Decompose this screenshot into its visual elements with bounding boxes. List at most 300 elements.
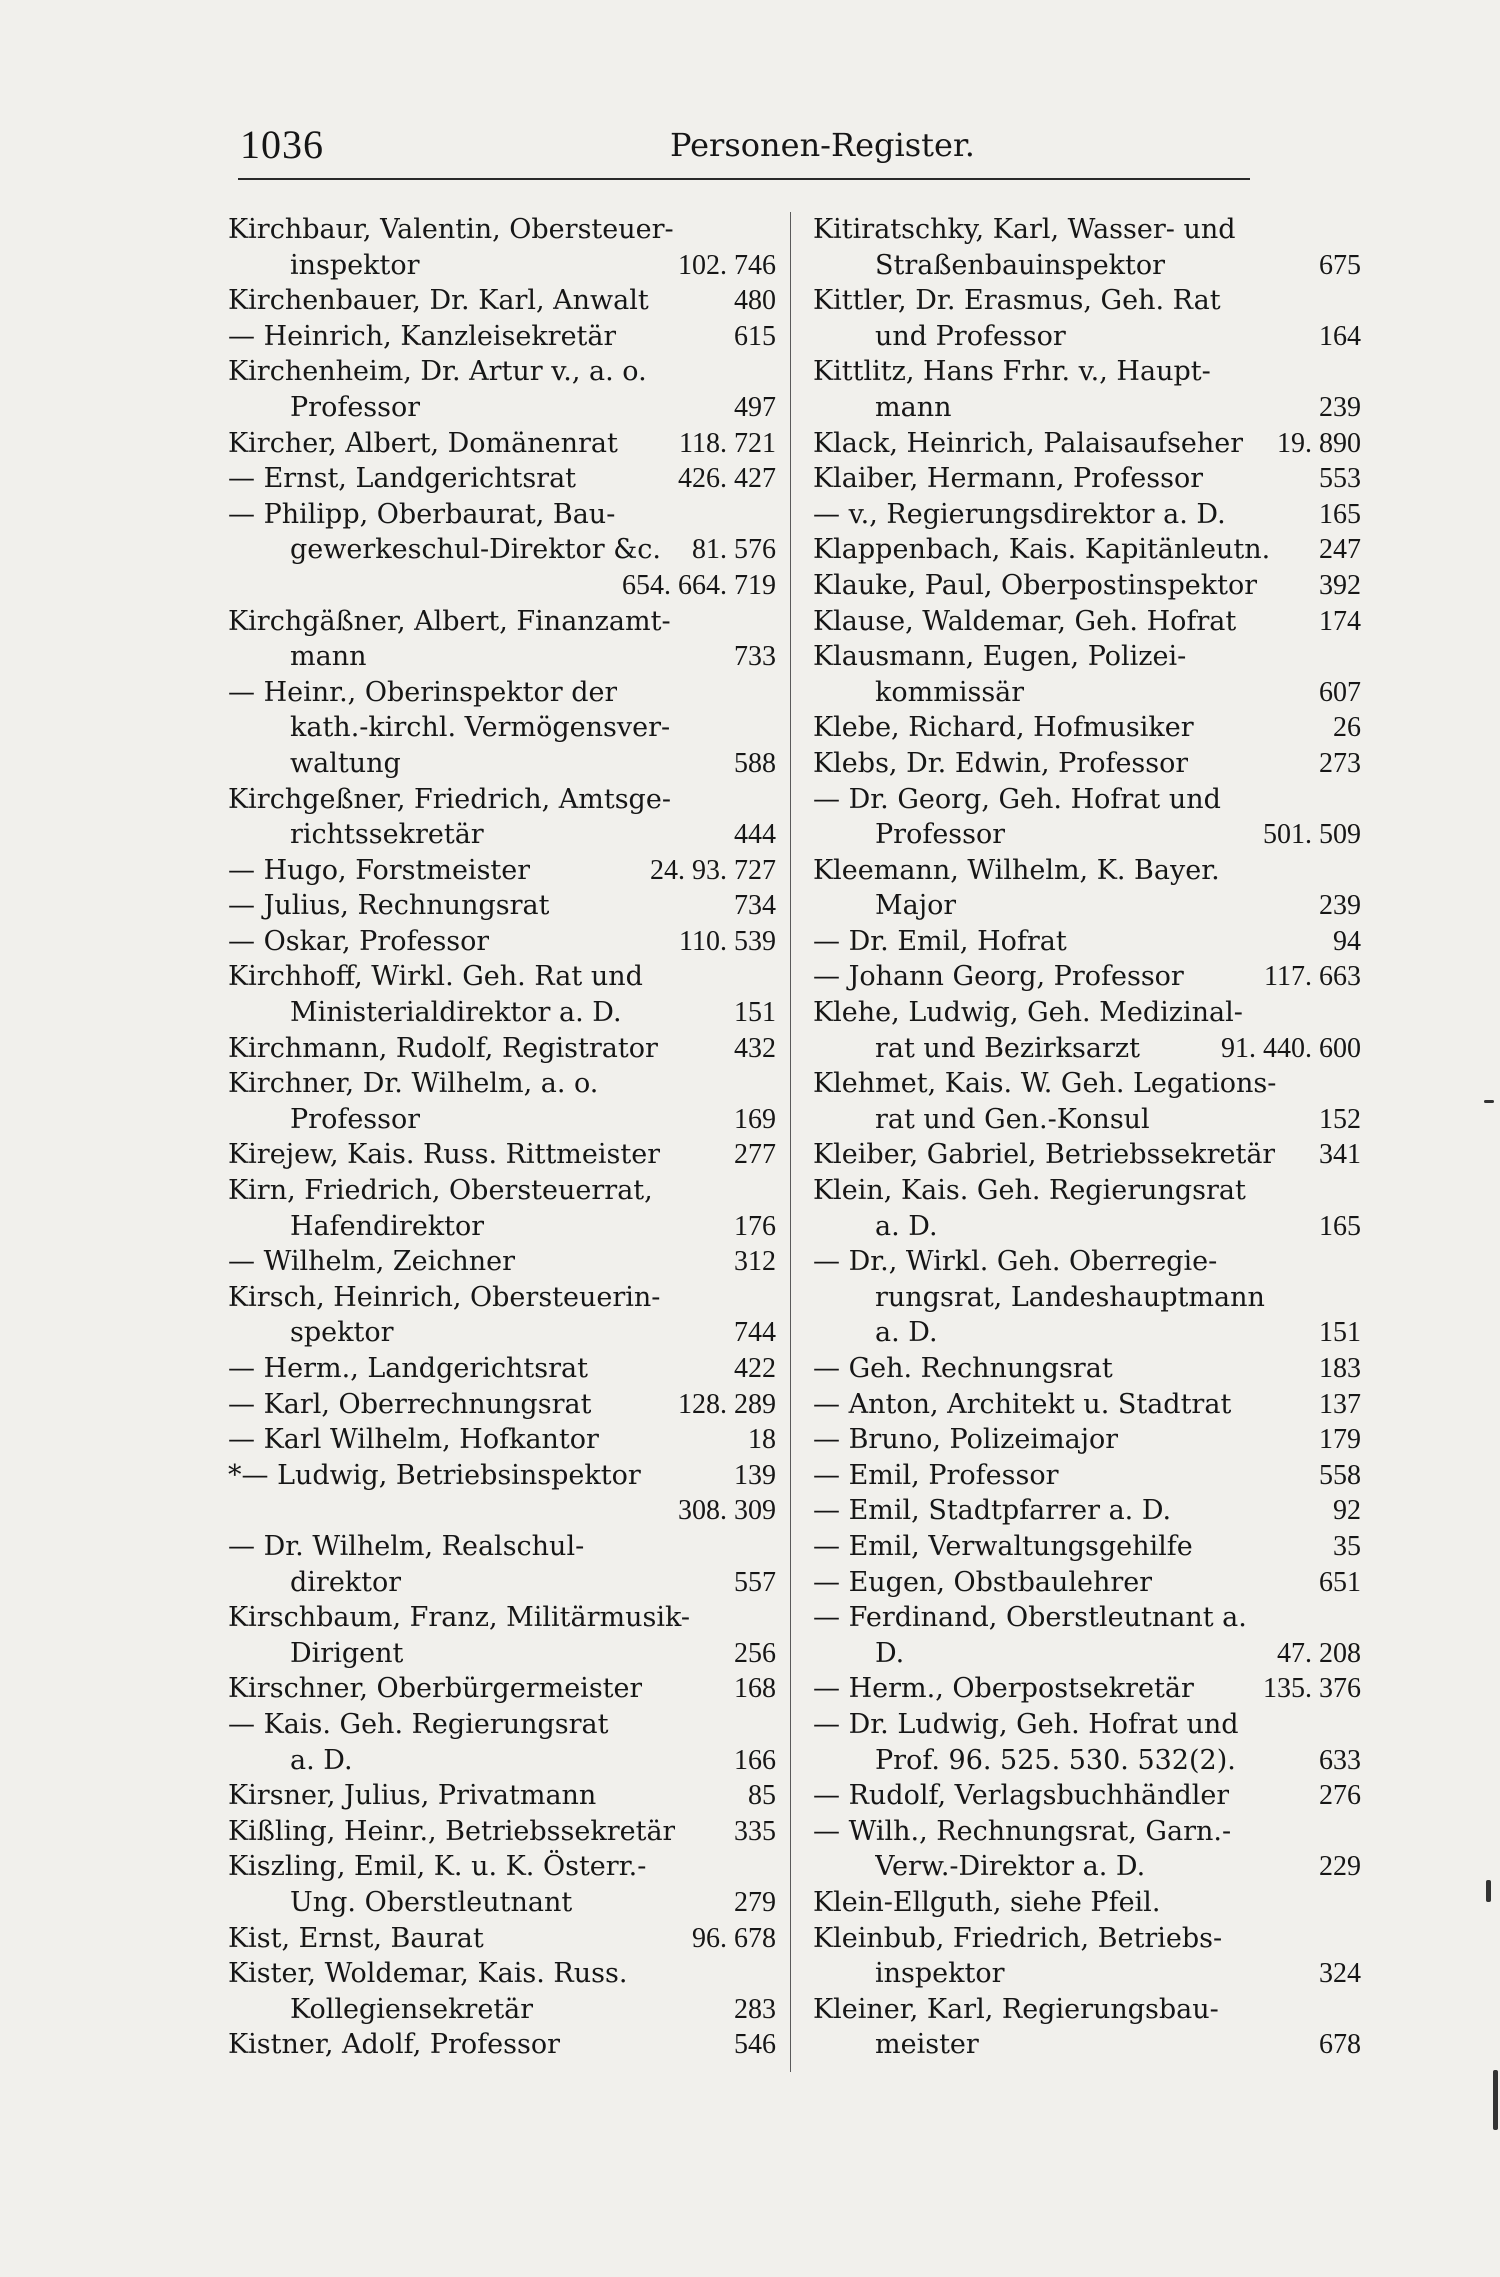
- entry-text: — Karl Wilhelm, Hofkantor: [228, 1424, 599, 1456]
- entry-text: Verw.-Direktor a. D.: [875, 1851, 1146, 1883]
- index-entry: [813, 426, 1361, 462]
- entry-text: D.: [875, 1637, 905, 1669]
- index-entry: [813, 1137, 1361, 1173]
- entry-text: — Dr. Ludwig, Geh. Hofrat und: [813, 1708, 1239, 1740]
- entry-page-refs: 432: [734, 1032, 776, 1064]
- entry-line: [228, 1671, 776, 1707]
- entry-text: Kleiber, Gabriel, Betriebssekretär: [813, 1139, 1276, 1171]
- index-entry: [813, 354, 1361, 425]
- index-entry: [813, 1458, 1361, 1494]
- entry-continuation-line: [813, 888, 1361, 924]
- entry-page-refs: 85: [748, 1780, 776, 1812]
- entry-text: inspektor: [875, 1958, 1005, 1990]
- entry-line: [813, 924, 1361, 960]
- entry-text: Kirchgäßner, Albert, Finanzamt-: [228, 605, 671, 637]
- entry-continuation-line: [228, 1493, 776, 1529]
- entry-line: [228, 1031, 776, 1067]
- entry-text: — Oskar, Professor: [228, 925, 490, 957]
- index-entry: [813, 924, 1361, 960]
- entry-line: [228, 1600, 776, 1636]
- entry-text: Kirchbaur, Valentin, Obersteuer-: [228, 214, 674, 245]
- index-entry: [813, 532, 1361, 568]
- index-entry: [813, 746, 1361, 782]
- entry-page-refs: 91. 440. 600: [1221, 1032, 1361, 1064]
- entry-text: Hafendirektor: [290, 1210, 485, 1242]
- index-entry: [813, 1814, 1361, 1885]
- entry-line: [228, 675, 776, 711]
- entry-page-refs: 152: [1319, 1103, 1361, 1135]
- entry-line: [228, 1422, 776, 1458]
- entry-text: Dirigent: [290, 1637, 404, 1669]
- entry-text: — Eugen, Obstbaulehrer: [813, 1566, 1153, 1598]
- entry-line: [228, 319, 776, 355]
- entry-continuation-line: [813, 817, 1361, 853]
- entry-page-refs: 276: [1319, 1780, 1361, 1812]
- entry-line: [228, 1529, 776, 1565]
- entry-line: [813, 1244, 1361, 1280]
- entry-continuation-line: [813, 1315, 1361, 1351]
- entry-continuation-line: [228, 390, 776, 426]
- index-entry: [228, 319, 776, 355]
- entry-line: [813, 1422, 1361, 1458]
- index-entry: [813, 604, 1361, 640]
- entry-page-refs: 546: [734, 2029, 776, 2061]
- index-entry: [228, 354, 776, 425]
- entry-line: [228, 1956, 776, 1992]
- entry-page-refs: 164: [1319, 320, 1361, 352]
- index-entry: [813, 1529, 1361, 1565]
- entry-page-refs: 176: [734, 1210, 776, 1242]
- entry-text: — Kais. Geh. Regierungsrat: [228, 1708, 609, 1740]
- entry-text: — Heinr., Oberinspektor der: [228, 676, 618, 708]
- index-entry: [228, 1137, 776, 1173]
- page-title: Personen-Register.: [670, 126, 975, 164]
- entry-line: [813, 1600, 1361, 1636]
- entry-text: spektor: [290, 1317, 394, 1349]
- entry-page-refs: 615: [734, 320, 776, 352]
- entry-line: [813, 1671, 1361, 1707]
- index-entry: [228, 888, 776, 924]
- index-entry: [813, 212, 1361, 283]
- entry-page-refs: 422: [734, 1353, 776, 1384]
- index-entry: [813, 1921, 1361, 1992]
- entry-continuation-line: [228, 639, 776, 675]
- index-entry: [228, 1671, 776, 1707]
- entry-page-refs: 183: [1319, 1353, 1361, 1384]
- entry-page-refs: 335: [734, 1815, 776, 1847]
- index-entry: [228, 461, 776, 497]
- entry-line: [813, 497, 1361, 533]
- index-entry: [228, 1173, 776, 1244]
- entry-continuation-line: [228, 746, 776, 782]
- entry-continuation-line: [228, 1636, 776, 1672]
- entry-continuation-line: [813, 1956, 1361, 1992]
- entry-text: Kirschner, Oberbürgermeister: [228, 1673, 643, 1705]
- index-entry: [813, 1422, 1361, 1458]
- index-entry: [813, 497, 1361, 533]
- index-entry: [813, 639, 1361, 710]
- index-entry: [228, 2027, 776, 2063]
- entry-text: Straßenbauinspektor: [875, 249, 1166, 281]
- entry-line: [813, 853, 1361, 889]
- entry-text: Professor: [290, 1103, 421, 1135]
- index-entry: [813, 1600, 1361, 1671]
- index-entry: [228, 1458, 776, 1529]
- entry-page-refs: 501. 509: [1263, 819, 1361, 851]
- entry-page-refs: 480: [734, 285, 776, 317]
- entry-text: — Rudolf, Verlagsbuchhändler: [813, 1780, 1230, 1812]
- entry-line: [813, 995, 1361, 1031]
- entry-line: [813, 1885, 1361, 1921]
- index-entry: [228, 675, 776, 782]
- index-entry: [813, 1244, 1361, 1351]
- entry-text: Kleiner, Karl, Regierungsbau-: [813, 1993, 1219, 2025]
- index-entry: [813, 1992, 1361, 2063]
- index-entry: [228, 426, 776, 462]
- entry-page-refs: 179: [1319, 1424, 1361, 1456]
- entry-continuation-line: [228, 1743, 776, 1779]
- index-entry: [813, 1885, 1361, 1921]
- entry-page-refs: 744: [734, 1317, 776, 1349]
- entry-page-refs: 553: [1319, 463, 1361, 495]
- entry-line: [228, 497, 776, 533]
- entry-line: [228, 1173, 776, 1209]
- entry-page-refs: 283: [734, 1993, 776, 2025]
- entry-page-refs: 110. 539: [679, 925, 776, 957]
- entry-text: — Emil, Professor: [813, 1459, 1059, 1491]
- entry-text: Kißling, Heinr., Betriebssekretär: [228, 1815, 676, 1847]
- entry-text: Klehe, Ludwig, Geh. Medizinal-: [813, 997, 1243, 1029]
- left-column: [228, 212, 776, 2063]
- entry-line: [813, 710, 1361, 746]
- entry-page-refs: 35: [1333, 1530, 1361, 1562]
- index-entry: [228, 1529, 776, 1600]
- entry-text: — Dr. Georg, Geh. Hofrat und: [813, 783, 1221, 815]
- entry-continuation-line: [813, 1102, 1361, 1138]
- entry-line: [228, 888, 776, 924]
- index-entry: [228, 604, 776, 675]
- entry-line: [228, 959, 776, 995]
- entry-line: [228, 853, 776, 889]
- entry-page-refs: 18: [748, 1424, 776, 1456]
- entry-page-refs: 151: [734, 997, 776, 1029]
- page-header: [240, 118, 1250, 172]
- entry-text: kath.-kirchl. Vermögensver-: [290, 712, 671, 744]
- entry-text: Kister, Woldemar, Kais. Russ.: [228, 1958, 628, 1990]
- entry-line: [813, 604, 1361, 640]
- entry-text: — Wilhelm, Zeichner: [228, 1246, 516, 1278]
- entry-text: Klaiber, Hermann, Professor: [813, 463, 1204, 495]
- entry-line: [228, 283, 776, 319]
- entry-text: Klein-Ellguth, siehe Pfeil.: [813, 1886, 1161, 1918]
- entry-page-refs: 324: [1319, 1958, 1361, 1990]
- entry-line: [813, 1529, 1361, 1565]
- entry-text: Klappenbach, Kais. Kapitänleutn.: [813, 534, 1271, 566]
- index-entry: [813, 1066, 1361, 1137]
- entry-continuation-line: [228, 568, 776, 604]
- entry-page-refs: 94: [1333, 925, 1361, 957]
- scan-mark: [1484, 1100, 1494, 1103]
- entry-line: [228, 1921, 776, 1957]
- entry-text: Kirejew, Kais. Russ. Rittmeister: [228, 1139, 661, 1171]
- entry-text: — Bruno, Polizeimajor: [813, 1424, 1119, 1456]
- entry-text: Klebs, Dr. Edwin, Professor: [813, 747, 1189, 779]
- entry-text: — Wilh., Rechnungsrat, Garn.-: [813, 1815, 1232, 1847]
- right-column: [813, 212, 1361, 2063]
- entry-page-refs: 247: [1319, 534, 1361, 566]
- index-entry: [813, 782, 1361, 853]
- entry-text: Klehmet, Kais. W. Geh. Legations-: [813, 1068, 1277, 1100]
- entry-text: Kittler, Dr. Erasmus, Geh. Rat: [813, 285, 1221, 317]
- entry-text: inspektor: [290, 249, 420, 281]
- entry-page-refs: 92: [1333, 1495, 1361, 1527]
- index-entry: [228, 853, 776, 889]
- entry-text: — v., Regierungsdirektor a. D.: [813, 498, 1226, 530]
- entry-page-refs: 102. 746: [678, 249, 776, 281]
- entry-page-refs: 47. 208: [1277, 1637, 1361, 1669]
- entry-continuation-line: [228, 1992, 776, 2028]
- entry-line: [228, 354, 776, 390]
- entry-text: Kirsch, Heinrich, Obersteuerin-: [228, 1281, 661, 1313]
- entry-line: [228, 1387, 776, 1423]
- entry-continuation-line: [813, 2027, 1361, 2063]
- entry-line: [228, 1137, 776, 1173]
- entry-text: Klebe, Richard, Hofmusiker: [813, 712, 1194, 744]
- entry-continuation-line: [228, 1885, 776, 1921]
- entry-text: rungsrat, Landeshauptmann: [875, 1281, 1265, 1313]
- index-entry: [228, 497, 776, 604]
- entry-text: Kirchner, Dr. Wilhelm, a. o.: [228, 1068, 599, 1100]
- entry-page-refs: 675: [1319, 249, 1361, 281]
- entry-line: [228, 1066, 776, 1102]
- entry-page-refs: 651: [1319, 1566, 1361, 1598]
- entry-text: Kirchmann, Rudolf, Registrator: [228, 1032, 658, 1064]
- index-entry: [228, 1707, 776, 1778]
- entry-page-refs: 26: [1333, 712, 1361, 744]
- entry-page-refs: 279: [734, 1886, 776, 1918]
- entry-line: [813, 782, 1361, 818]
- index-entry: [813, 1173, 1361, 1244]
- entry-continuation-line: [228, 995, 776, 1031]
- entry-page-refs: 139: [734, 1459, 776, 1491]
- entry-page-refs: 137: [1319, 1388, 1361, 1420]
- entry-page-refs: 229: [1319, 1851, 1361, 1883]
- entry-line: [813, 1565, 1361, 1601]
- index-entry: [813, 995, 1361, 1066]
- entry-text: — Julius, Rechnungsrat: [228, 890, 550, 922]
- entry-line: [228, 604, 776, 640]
- index-entry: [813, 1493, 1361, 1529]
- entry-line: [228, 1778, 776, 1814]
- entry-line: [813, 354, 1361, 390]
- entry-page-refs: 444: [734, 819, 776, 851]
- entry-page-refs: 239: [1319, 391, 1361, 423]
- entry-page-refs: 557: [734, 1566, 776, 1598]
- index-entry: [228, 1066, 776, 1137]
- index-entry: [813, 1778, 1361, 1814]
- entry-line: [813, 1173, 1361, 1209]
- entry-text: — Heinrich, Kanzleisekretär: [228, 320, 617, 352]
- entry-line: [813, 1137, 1361, 1173]
- entry-text: Kirschbaum, Franz, Militärmusik-: [228, 1602, 691, 1634]
- entry-line: [813, 461, 1361, 497]
- entry-page-refs: 168: [734, 1673, 776, 1705]
- entry-text: Kollegiensekretär: [290, 1993, 534, 2025]
- entry-line: [813, 1387, 1361, 1423]
- entry-continuation-line: [813, 1280, 1361, 1316]
- entry-line: [813, 283, 1361, 319]
- entry-line: [813, 1814, 1361, 1850]
- entry-text: Professor: [290, 391, 421, 423]
- entry-page-refs: 256: [734, 1637, 776, 1669]
- entry-page-refs: 277: [734, 1139, 776, 1171]
- entry-text: Kircher, Albert, Domänenrat: [228, 427, 618, 459]
- scan-mark: [1486, 1880, 1491, 1902]
- index-entry: [813, 710, 1361, 746]
- entry-page-refs: 273: [1319, 747, 1361, 779]
- entry-line: [228, 1458, 776, 1494]
- entry-line: [228, 2027, 776, 2063]
- index-entry: [228, 1921, 776, 1957]
- entry-line: [813, 532, 1361, 568]
- entry-text: *— Ludwig, Betriebsinspektor: [228, 1459, 641, 1491]
- index-entry: [813, 853, 1361, 924]
- entry-continuation-line: [228, 1565, 776, 1601]
- entry-continuation-line: [228, 817, 776, 853]
- entry-line: [813, 212, 1361, 248]
- entry-page-refs: 165: [1319, 498, 1361, 530]
- entry-text: direktor: [290, 1566, 402, 1598]
- index-entry: [813, 283, 1361, 354]
- entry-continuation-line: [813, 675, 1361, 711]
- entry-text: — Dr. Emil, Hofrat: [813, 925, 1067, 957]
- index-entry: [813, 1565, 1361, 1601]
- entry-page-refs: 607: [1319, 676, 1361, 708]
- entry-line: [813, 1493, 1361, 1529]
- entry-text: a. D.: [875, 1210, 938, 1242]
- entry-text: und Professor: [875, 320, 1066, 352]
- index-entry: [813, 1351, 1361, 1387]
- index-entry: [228, 1956, 776, 2027]
- index-entry: [813, 959, 1361, 995]
- entry-page-refs: 174: [1319, 605, 1361, 637]
- entry-text: — Hugo, Forstmeister: [228, 854, 531, 886]
- entry-page-refs: 81. 576: [692, 534, 776, 566]
- entry-continuation-line: [228, 710, 776, 746]
- entry-line: [813, 426, 1361, 462]
- column-divider: [790, 212, 791, 2072]
- entry-line: [813, 568, 1361, 604]
- entry-text: Ministerialdirektor a. D.: [290, 997, 622, 1029]
- entry-text: — Emil, Verwaltungsgehilfe: [813, 1530, 1193, 1562]
- entry-page-refs: 308. 309: [678, 1495, 776, 1527]
- entry-page-refs: 117. 663: [1264, 961, 1361, 993]
- entry-continuation-line: [813, 1209, 1361, 1245]
- entry-page-refs: 24. 93. 727: [650, 854, 776, 886]
- entry-text: a. D.: [290, 1744, 353, 1776]
- index-entry: [228, 1600, 776, 1671]
- entry-text: — Herm., Landgerichtsrat: [228, 1353, 588, 1384]
- entry-line: [813, 1992, 1361, 2028]
- entry-line: [228, 1280, 776, 1316]
- entry-line: [813, 1707, 1361, 1743]
- entry-text: gewerkeschul-Direktor &c.: [290, 534, 661, 566]
- page-number: 1036: [240, 122, 324, 167]
- entry-line: [813, 1458, 1361, 1494]
- entry-text: — Ernst, Landgerichtsrat: [228, 463, 577, 495]
- entry-text: Kiszling, Emil, K. u. K. Österr.-: [228, 1851, 647, 1883]
- entry-page-refs: 128. 289: [678, 1388, 776, 1420]
- entry-page-refs: 118. 721: [679, 427, 776, 459]
- entry-text: Ung. Oberstleutnant: [290, 1886, 573, 1918]
- entry-page-refs: 312: [734, 1246, 776, 1278]
- entry-text: — Johann Georg, Professor: [813, 961, 1184, 993]
- entry-page-refs: 633: [1319, 1744, 1361, 1776]
- entry-line: [228, 924, 776, 960]
- entry-line: [228, 1351, 776, 1387]
- entry-text: Professor: [875, 819, 1006, 851]
- index-entry: [228, 1280, 776, 1351]
- entry-line: [813, 639, 1361, 675]
- index-entry: [228, 212, 776, 283]
- index-entry: [228, 1031, 776, 1067]
- entry-continuation-line: [813, 390, 1361, 426]
- entry-continuation-line: [228, 532, 776, 568]
- entry-text: Klack, Heinrich, Palaisaufseher: [813, 427, 1244, 459]
- entry-text: Kistner, Adolf, Professor: [228, 2029, 561, 2061]
- entry-page-refs: 135. 376: [1263, 1673, 1361, 1705]
- entry-text: — Philipp, Oberbaurat, Bau-: [228, 498, 616, 530]
- entry-page-refs: 734: [734, 890, 776, 922]
- index-entry: [228, 1244, 776, 1280]
- index-entry: [228, 1814, 776, 1850]
- index-entry: [813, 568, 1361, 604]
- index-entry: [228, 782, 776, 853]
- entry-text: rat und Bezirksarzt: [875, 1032, 1140, 1064]
- entry-text: — Emil, Stadtpfarrer a. D.: [813, 1495, 1172, 1527]
- entry-text: mann: [290, 641, 367, 673]
- entry-line: [813, 1778, 1361, 1814]
- entry-text: Kitiratschky, Karl, Wasser- und: [813, 214, 1236, 245]
- entry-continuation-line: [813, 1743, 1361, 1779]
- entry-line: [813, 959, 1361, 995]
- entry-page-refs: 341: [1319, 1139, 1361, 1171]
- entry-page-refs: 239: [1319, 890, 1361, 922]
- index-entry: [813, 1671, 1361, 1707]
- entry-line: [228, 1244, 776, 1280]
- entry-text: Klein, Kais. Geh. Regierungsrat: [813, 1175, 1246, 1207]
- entry-text: rat und Gen.-Konsul: [875, 1103, 1150, 1135]
- entry-text: Prof. 96. 525. 530. 532(2).: [875, 1744, 1236, 1776]
- entry-line: [813, 1066, 1361, 1102]
- entry-line: [228, 212, 776, 248]
- index-entry: [228, 924, 776, 960]
- entry-page-refs: 678: [1319, 2029, 1361, 2061]
- entry-page-refs: 165: [1319, 1210, 1361, 1242]
- index-entry: [228, 1351, 776, 1387]
- entry-text: — Dr., Wirkl. Geh. Oberregie-: [813, 1246, 1218, 1278]
- entry-text: Kirsner, Julius, Privatmann: [228, 1780, 597, 1812]
- entry-text: richtssekretär: [290, 819, 484, 851]
- entry-page-refs: 497: [734, 391, 776, 423]
- entry-text: a. D.: [875, 1317, 938, 1349]
- header-rule: [238, 178, 1250, 180]
- entry-text: — Anton, Architekt u. Stadtrat: [813, 1388, 1232, 1420]
- entry-text: Kittlitz, Hans Frhr. v., Haupt-: [813, 356, 1211, 388]
- entry-text: — Karl, Oberrechnungsrat: [228, 1388, 592, 1420]
- entry-text: Kirchgeßner, Friedrich, Amtsge-: [228, 783, 671, 815]
- entry-text: Klausmann, Eugen, Polizei-: [813, 641, 1187, 673]
